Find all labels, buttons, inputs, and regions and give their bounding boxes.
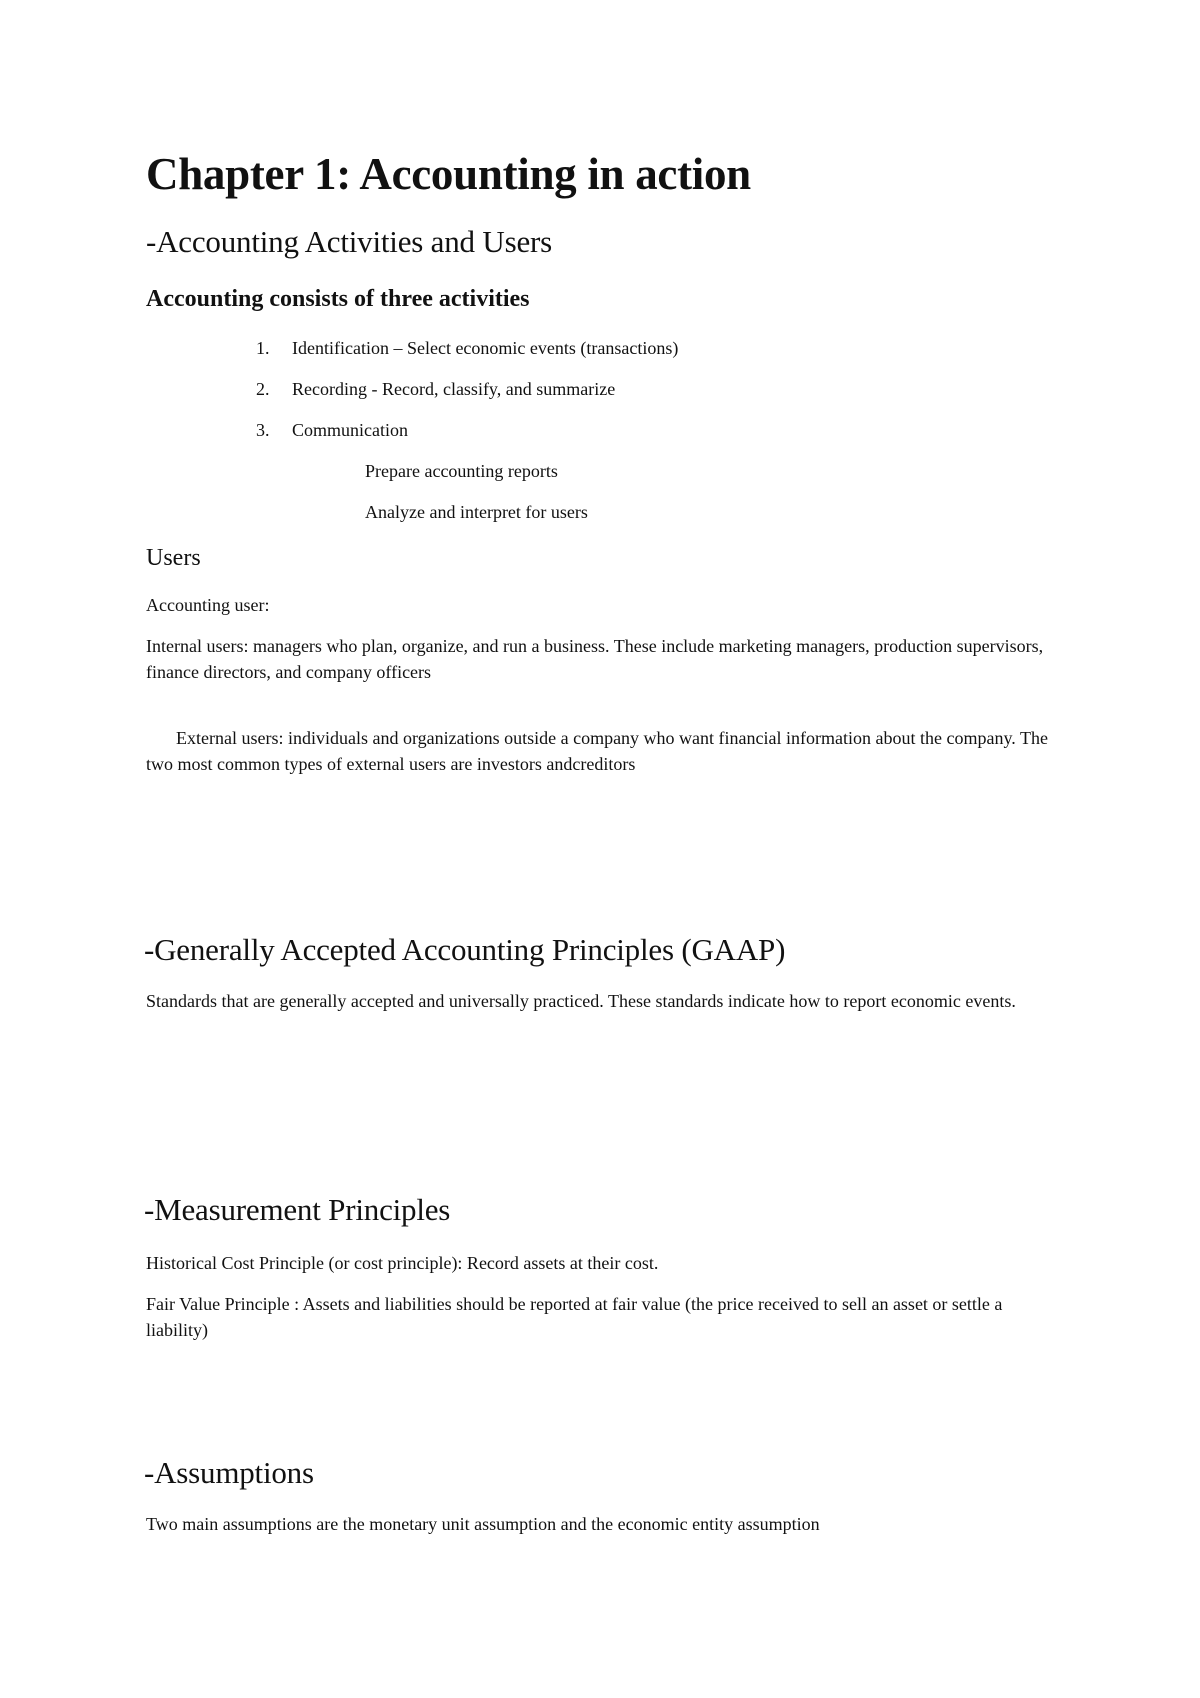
internal-users-paragraph: Internal users: managers who plan, organize, and run a business. These include marketing managers, production supervisors, finance directors, and company officers bbox=[146, 636, 1044, 682]
gaap-paragraph: Standards that are generally accepted and universally practiced. These standards indicate how to report economic events. bbox=[146, 991, 1016, 1011]
subheading-three-activities: Accounting consists of three activities bbox=[146, 286, 530, 312]
communication-item-prepare: Prepare accounting reports bbox=[365, 461, 558, 481]
page-title: Chapter 1: Accounting in action bbox=[146, 149, 751, 199]
list-item bbox=[256, 417, 408, 443]
accounting-user-label: Accounting user: bbox=[146, 595, 270, 615]
external-users-paragraph: External users: individuals and organizations outside a company who want financial information about the company. The two most common types of external users are investors andcreditors bbox=[146, 728, 1048, 774]
list-item-text: Communication bbox=[292, 420, 408, 440]
list-item bbox=[256, 376, 615, 402]
fair-value-paragraph: Fair Value Principle : Assets and liabilities should be reported at fair value (the price received to sell an asset or settle a liability) bbox=[146, 1294, 1003, 1340]
list-number: 2. bbox=[256, 379, 270, 399]
section-heading-measurement: -Measurement Principles bbox=[144, 1192, 451, 1227]
communication-item-analyze: Analyze and interpret for users bbox=[365, 502, 588, 522]
list-number: 3. bbox=[256, 420, 270, 440]
list-item-text: Identification – Select economic events (transactions) bbox=[292, 338, 679, 358]
section-heading-activities-users: -Accounting Activities and Users bbox=[146, 224, 552, 259]
section-heading-gaap: -Generally Accepted Accounting Principles (GAAP) bbox=[144, 932, 786, 967]
list-item-text: Recording - Record, classify, and summarize bbox=[292, 379, 616, 399]
historical-cost-paragraph: Historical Cost Principle (or cost principle): Record assets at their cost. bbox=[146, 1253, 659, 1273]
list-number: 1. bbox=[256, 338, 270, 358]
section-heading-assumptions: -Assumptions bbox=[144, 1455, 314, 1490]
list-item bbox=[256, 335, 678, 361]
users-heading: Users bbox=[146, 545, 201, 571]
assumptions-paragraph: Two main assumptions are the monetary unit assumption and the economic entity assumption bbox=[146, 1514, 820, 1534]
